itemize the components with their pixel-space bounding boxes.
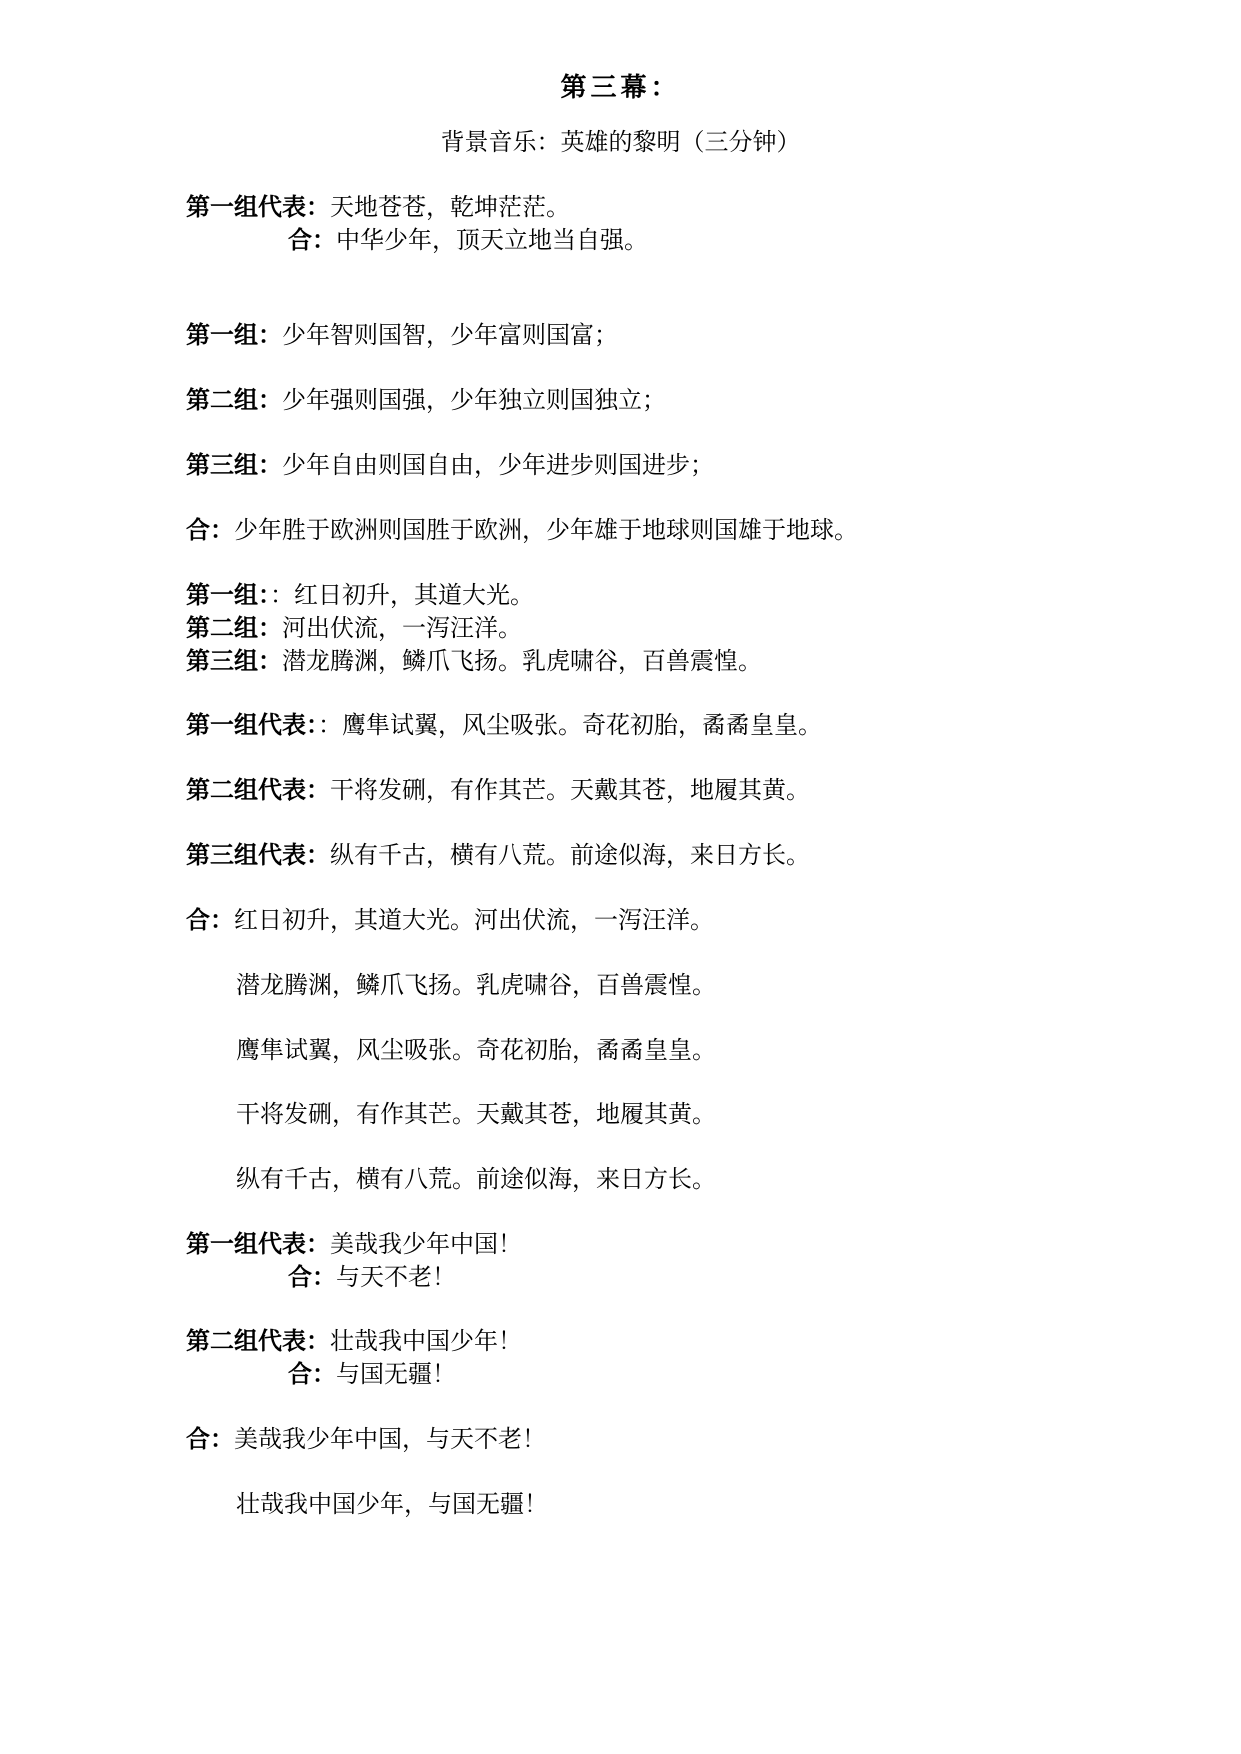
line-text: 壮哉我中国少年，与国无疆！ [236, 1490, 548, 1518]
script-line [186, 448, 714, 482]
speaker-label: 合： [288, 1359, 336, 1388]
speaker-label: 第二组代表： [186, 1326, 330, 1355]
script-line [236, 1487, 548, 1521]
line-text: 鹰隼试翼，风尘吸张。奇花初胎，矞矞皇皇。 [236, 1036, 716, 1064]
page-title: 第三幕： [560, 73, 681, 103]
script-line [186, 773, 810, 807]
line-text: 干将发硎，有作其芒。天戴其苍，地履其黄。 [330, 776, 810, 804]
line-text: 纵有千古，横有八荒。前途似海，来日方长。 [236, 1165, 716, 1193]
speaker-label: 合： [186, 905, 234, 934]
line-text: 少年自由则国自由，少年进步则国进步； [282, 451, 714, 479]
script-line [186, 318, 618, 352]
speaker-label: 第一组： [186, 320, 282, 349]
line-text: 与天不老！ [336, 1263, 456, 1291]
script-line [186, 708, 822, 742]
speaker-label: 第二组： [186, 385, 282, 414]
line-text: 天地苍苍，乾坤茫茫。 [330, 193, 570, 221]
line-text: 潜龙腾渊，鳞爪飞扬。乳虎啸谷，百兽震惶。 [282, 647, 762, 675]
script-line [236, 1033, 716, 1067]
script-line [186, 903, 714, 937]
speaker-label: 第二组代表： [186, 775, 330, 804]
script-line [186, 1357, 456, 1391]
script-line [186, 383, 666, 417]
speaker-label: 第三组代表： [186, 840, 330, 869]
speaker-label: 合： [186, 1424, 234, 1453]
script-line [186, 1227, 522, 1261]
speaker-label: 合： [186, 515, 234, 544]
speaker-label: 合： [288, 1262, 336, 1291]
speaker-label: 第三组： [186, 646, 282, 675]
script-line [186, 838, 810, 872]
line-text: ：红日初升，其道大光。 [270, 581, 534, 609]
line-text: ：鹰隼试翼，风尘吸张。奇花初胎，矞矞皇皇。 [318, 711, 822, 739]
script-line [186, 190, 570, 224]
page-subtitle: 背景音乐：英雄的黎明（三分钟） [440, 128, 801, 156]
script-line [186, 1260, 456, 1294]
speaker-label: 第一组代表： [186, 710, 318, 739]
line-text: 少年强则国强，少年独立则国独立； [282, 386, 666, 414]
line-text: 美哉我少年中国！ [330, 1230, 522, 1258]
line-text: 少年智则国智，少年富则国富； [282, 321, 618, 349]
line-text: 红日初升，其道大光。河出伏流，一泻汪洋。 [234, 906, 714, 934]
script-line [186, 578, 534, 612]
script-line [236, 1162, 716, 1196]
line-text: 潜龙腾渊，鳞爪飞扬。乳虎啸谷，百兽震惶。 [236, 971, 716, 999]
line-text: 少年胜于欧洲则国胜于欧洲，少年雄于地球则国雄于地球。 [234, 516, 858, 544]
line-text: 与国无疆！ [336, 1360, 456, 1388]
script-line [236, 1097, 716, 1131]
line-text: 美哉我少年中国，与天不老！ [234, 1425, 546, 1453]
line-text: 干将发硎，有作其芒。天戴其苍，地履其黄。 [236, 1100, 716, 1128]
line-text: 纵有千古，横有八荒。前途似海，来日方长。 [330, 841, 810, 869]
speaker-label: 第一组代表： [186, 192, 330, 221]
speaker-label: 第一组： [186, 580, 270, 609]
script-line [186, 1422, 546, 1456]
script-line [186, 223, 648, 257]
speaker-label: 第一组代表： [186, 1229, 330, 1258]
script-line [236, 968, 716, 1002]
script-line [186, 644, 762, 678]
line-text: 壮哉我中国少年！ [330, 1327, 522, 1355]
script-line [186, 1324, 522, 1358]
script-line [186, 513, 858, 547]
line-text: 中华少年，顶天立地当自强。 [336, 226, 648, 254]
line-text: 河出伏流，一泻汪洋。 [282, 614, 522, 642]
speaker-label: 第二组： [186, 613, 282, 642]
speaker-label: 合： [288, 225, 336, 254]
script-line [186, 611, 522, 645]
speaker-label: 第三组： [186, 450, 282, 479]
